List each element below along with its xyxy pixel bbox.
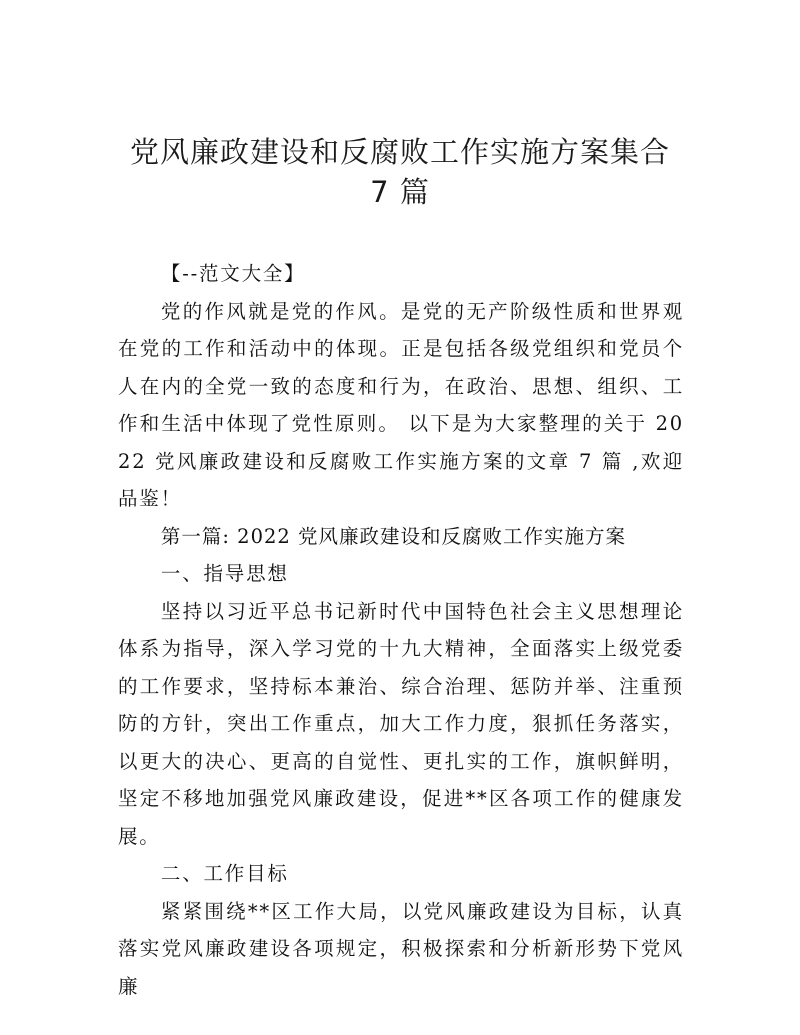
source-tag: 【--范文大全】 [160,262,306,285]
document-body [118,255,684,1005]
work-goals-paragraph: 紧紧围绕**区工作大局，以党风廉政建设为目标，认真落实党风廉政建设各项规定，积极探索和分析新形势下党风廉 [118,899,684,998]
intro-paragraph: 党的作风就是党的作风。是党的无产阶级性质和世界观在党的工作和活动中的体现。正是包括各级党组织和党员个人在内的全党一致的态度和行为，在政治、思想、组织、工作和生活中体现了党性原则。 以下是为大家整理的关于 2022 党风廉政建设和反腐败工作实施方案的文章 7 篇 ,欢迎品鉴！ [118,299,684,510]
section-heading-guiding-ideology: 一、指导思想 [160,562,289,585]
article-heading: 第一篇: 2022 党风廉政建设和反腐败工作实施方案 [160,524,626,548]
guiding-ideology-paragraph: 坚持以习近平总书记新时代中国特色社会主义思想理论体系为指导，深入学习党的十九大精神，全面落实上级党委的工作要求，坚持标本兼治、综合治理、惩防并举、注重预防的方针，突出工作重点，加大工作力度，狠抓任务落实，以更大的决心、更高的自觉性、更扎实的工作，旗帜鲜明，坚定不移地加强党风廉政建设，促进**区各项工作的健康发展。 [118,599,684,848]
document-title: 党风廉政建设和反腐败工作实施方案集合 7 篇 [129,135,670,209]
section-heading-work-goals: 二、工作目标 [160,862,289,885]
